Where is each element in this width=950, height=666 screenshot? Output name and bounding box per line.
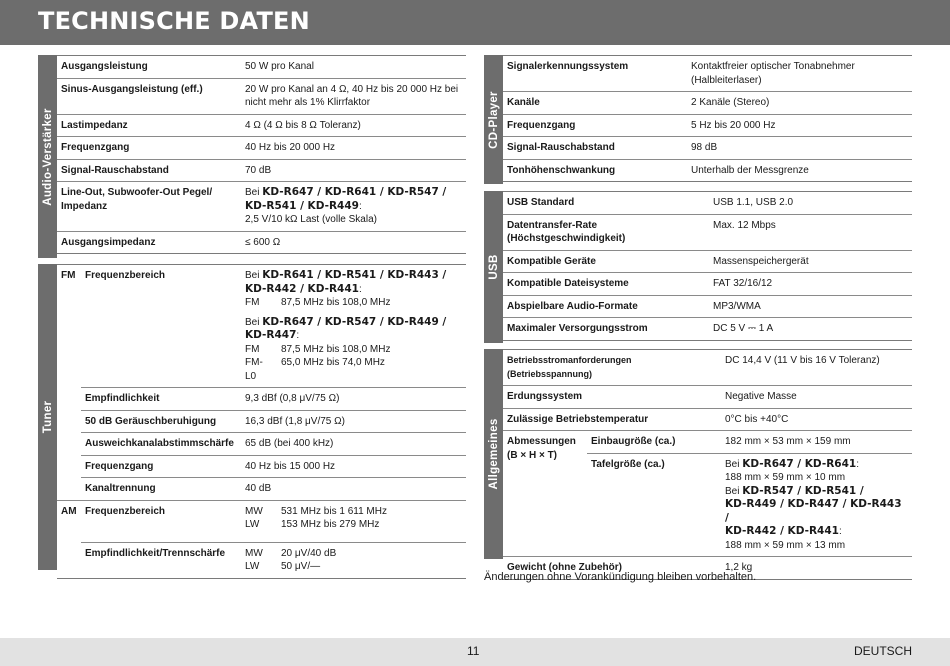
table-row: FM Frequenzbereich Bei KD-R641 / KD-R541 / KD-R443 / KD-R442 / KD-R441: FM 87,5 MHz bis 108,0 MHz Bei KD-R647 / KD-R547 / KD-R449 / KD-R447: FM 87,5 MHz bis 108,0 MHz FM-L0 65,0 MHz bis 74,0 MHz Empfindlichkeit 9,3 dBf (0,8 μV/75 Ω) 50 dB Geräuschberuhigung 16,3 dBf (1,8 μV/75 Ω) Ausweichkanalabstimmschärfe 65 dB (bei 400 kHz) Frequenzgang 40 Hz bis 15 000 Hz Kanaltrennung 40 dB xyxy=(57,265,466,500)
section-tab-general: Allgemeines xyxy=(484,349,503,559)
table-row: USB Standard USB 1.1, USB 2.0 xyxy=(507,197,794,208)
table-row: Gewicht (ohne Zubehör) 1,2 kg xyxy=(503,556,912,579)
table-row: Frequenzgang 40 Hz bis 15 000 Hz xyxy=(81,455,466,478)
table-row: Lastimpedanz 4 Ω (4 Ω bis 8 Ω Toleranz) xyxy=(57,114,466,137)
section-tab-tuner: Tuner xyxy=(38,264,57,570)
table-row: Sinus-Ausgangsleistung (eff.) 20 W pro Kanal an 4 Ω, 40 Hz bis 20 000 Hz bei nicht mehr als 1% Klirrfaktor xyxy=(57,78,466,114)
table-row: Datentransfer-Rate (Höchstgeschwindigkeit) Max. 12 Mbps xyxy=(503,214,912,250)
table-row: Empfindlichkeit 9,3 dBf (0,8 μV/75 Ω) xyxy=(81,387,466,410)
table-row: Erdungssystem Negative Masse xyxy=(503,385,912,408)
table-row: 50 dB Geräuschberuhigung 16,3 dBf (1,8 μV/75 Ω) xyxy=(81,410,466,433)
table-row: Kompatible Geräte Massenspeichergerät xyxy=(503,250,912,273)
table-row: Signal-Rauschabstand 70 dB xyxy=(57,159,466,182)
table-row: Signal-Rauschabstand 98 dB xyxy=(503,136,912,159)
section-tab-audio: Audio-Verstärker xyxy=(38,55,57,258)
disclaimer-note: Änderungen ohne Vorankündigung bleiben vorbehalten. xyxy=(484,571,757,583)
section-tab-usb: USB xyxy=(484,191,503,343)
section-tab-cd: CD-Player xyxy=(484,55,503,184)
table-row: Ausgangsleistung 50 W pro Kanal xyxy=(61,61,314,72)
table-row: Tonhöhenschwankung Unterhalb der Messgrenze xyxy=(503,159,912,182)
cd-table xyxy=(503,55,912,182)
table-row: Line-Out, Subwoofer-Out Pegel/ Impedanz Bei KD-R647 / KD-R641 / KD-R547 / KD-R541 / KD-R449: 2,5 V/10 kΩ Last (volle Skala) xyxy=(57,181,466,231)
tuner-table xyxy=(57,264,466,579)
table-row: Frequenzgang 5 Hz bis 20 000 Hz xyxy=(503,114,912,137)
usb-table xyxy=(503,191,912,341)
audio-table xyxy=(57,55,466,254)
table-row: AM Frequenzbereich MW 531 MHz bis 1 611 MHz LW 153 MHz bis 279 MHz Empfindlichkeit/Trennschärfe MW 20 μV/40 dB LW 50 μV/— xyxy=(57,500,466,578)
page-title: TECHNISCHE DATEN xyxy=(38,7,310,35)
table-row: Kompatible Dateisysteme FAT 32/16/12 xyxy=(503,272,912,295)
table-row: Abmessungen (B × H × T) Einbaugröße (ca.) 182 mm × 53 mm × 159 mm Tafelgröße (ca.) Bei KD-R647 / KD-R641: 188 mm × 59 mm × 10 mm Bei KD-R547 / KD-R541 / KD-R449 / KD-R447 / KD-R443 / KD-R442 / KD-R441: 188 mm × 59 mm × 13 mm xyxy=(503,430,912,556)
table-row: Ausweichkanalabstimmschärfe 65 dB (bei 400 kHz) xyxy=(81,432,466,455)
language-label: DEUTSCH xyxy=(853,644,912,658)
table-row: Kanaltrennung 40 dB xyxy=(81,477,466,500)
table-row: Zulässige Betriebstemperatur 0°C bis +40°C xyxy=(503,408,912,431)
page-header xyxy=(0,0,950,45)
table-row: Maximaler Versorgungsstrom DC 5 V ⎓ 1 A xyxy=(503,317,912,340)
table-row: Frequenzgang 40 Hz bis 20 000 Hz xyxy=(57,136,466,159)
table-row: Ausgangsimpedanz ≤ 600 Ω xyxy=(57,231,466,254)
general-table xyxy=(503,349,912,580)
page-number: 11 xyxy=(467,644,480,658)
table-row: Kanäle 2 Kanäle (Stereo) xyxy=(503,91,912,114)
table-row: Betriebsstromanforderungen (Betriebsspannung) DC 14,4 V (11 V bis 16 V Toleranz) xyxy=(507,355,880,379)
table-row: Abspielbare Audio-Formate MP3/WMA xyxy=(503,295,912,318)
table-row: Signalerkennungssystem Kontaktfreier optischer Tonabnehmer (Halbleiterlaser) xyxy=(507,61,855,86)
page-footer xyxy=(0,638,950,666)
